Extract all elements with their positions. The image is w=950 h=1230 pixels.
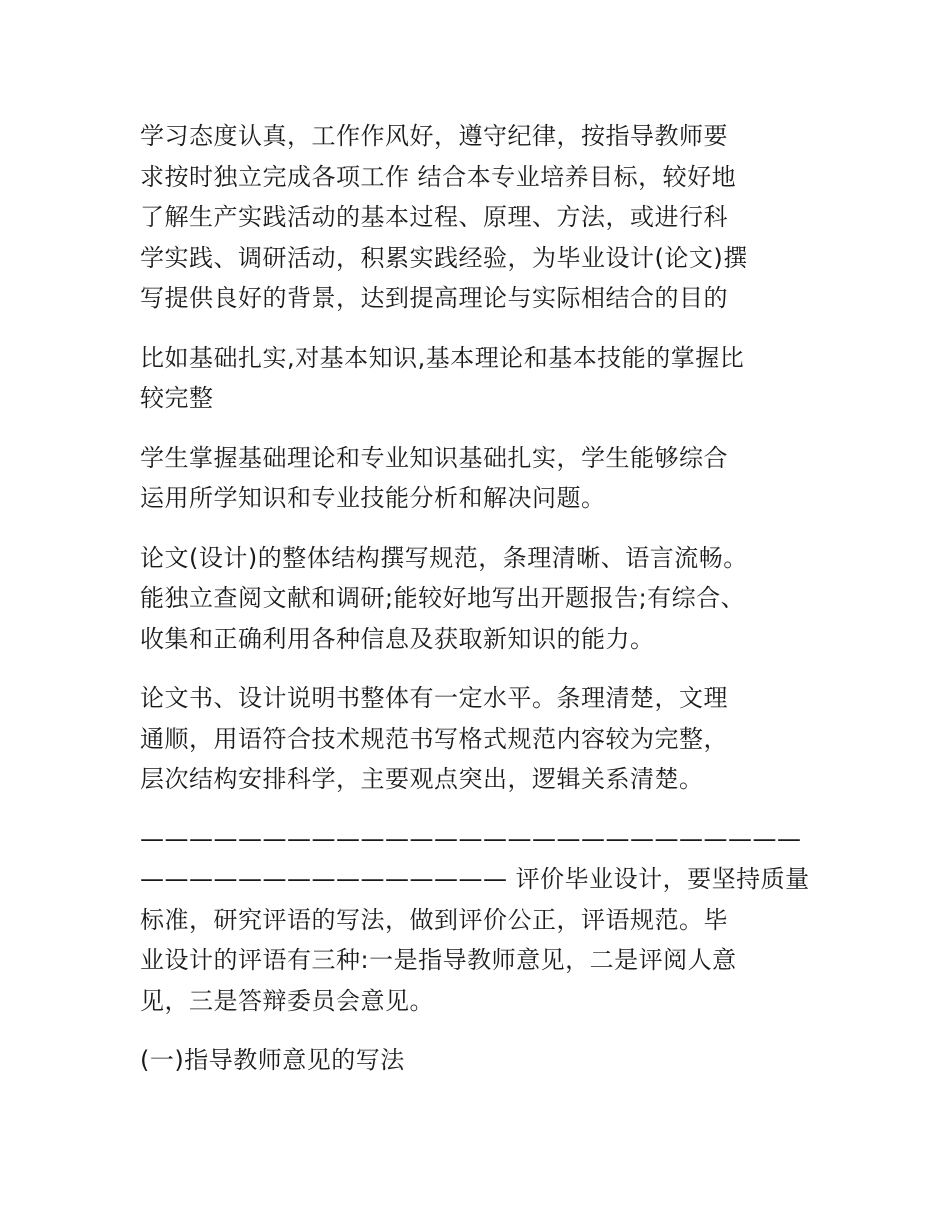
paragraph-student-mastery [140, 438, 812, 519]
text-line: ——————————————— 评价毕业设计，要坚持质量 [140, 865, 810, 893]
paragraph-thesis-structure [140, 538, 812, 660]
text-line: 求按时独立完成各项工作 结合本专业培养目标，较好地 [140, 162, 737, 191]
text-line: 能独立查阅文献和调研;能较好地写出开题报告;有综合、 [140, 584, 746, 612]
text-line: 收集和正确利用各种信息及获取新知识的能力。 [140, 624, 655, 653]
text-line: 见，三是答辩委员会意见。 [140, 986, 434, 1015]
text-line: 比如基础扎实,对基本知识,基本理论和基本技能的掌握比 [140, 343, 745, 372]
text-line: 业设计的评语有三种:一是指导教师意见，二是评阅人意 [140, 946, 737, 974]
section-heading: (一)指导教师意见的写法 [140, 1046, 405, 1074]
text-line: 通顺，用语符合技术规范书写格式规范内容较为完整， [140, 724, 728, 753]
text-line: 学实践、调研活动，积累实践经验，为毕业设计(论文)撰 [140, 243, 748, 272]
document-page [140, 116, 812, 1081]
paragraph-thesis-level [140, 678, 812, 800]
text-line: 学习态度认真，工作作风好，遵守纪律，按指导教师要 [140, 122, 728, 150]
text-line: 标准，研究评语的写法，做到评价公正，评语规范。毕 [140, 905, 728, 934]
text-line: 学生掌握基础理论和专业知识基础扎实，学生能够综合 [140, 443, 728, 472]
text-line: 写提供良好的背景，达到提高理论与实际相结合的目的 [140, 284, 728, 312]
text-line: 较完整 [140, 384, 214, 412]
dash-divider-line: ——————————————————————————— [140, 824, 802, 853]
text-line: 论文书、设计说明书整体有一定水平。条理清楚，文理 [140, 684, 728, 712]
text-line: 了解生产实践活动的基本过程、原理、方法，或进行科 [140, 203, 728, 231]
text-line: 运用所学知识和专业技能分析和解决问题。 [140, 484, 606, 512]
text-line: 层次结构安排科学，主要观点突出，逻辑关系清楚。 [140, 765, 704, 793]
paragraph-basic-knowledge [140, 338, 812, 419]
text-line: 论文(设计)的整体结构撰写规范，条理清晰、语言流畅。 [140, 543, 748, 572]
paragraph-work-attitude [140, 116, 812, 319]
paragraph-evaluation [140, 819, 812, 1022]
